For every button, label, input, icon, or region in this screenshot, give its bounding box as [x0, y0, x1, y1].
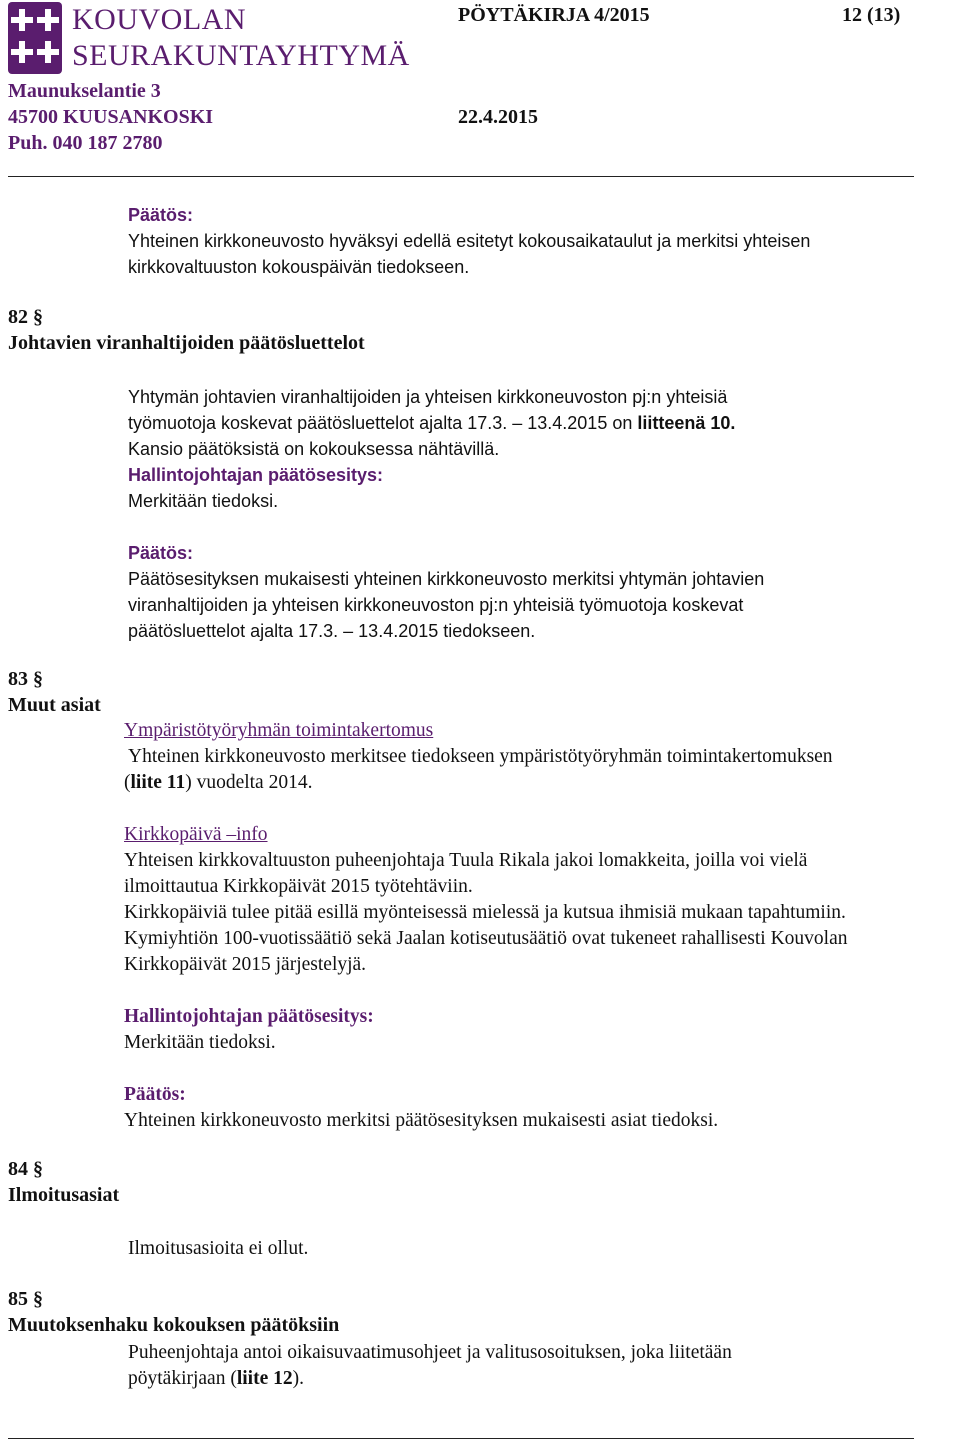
item-text-line: Yhteisen kirkkovaltuuston puheenjohtaja Tuula Rikala jakoi lomakkeita, joilla voi vielä — [124, 850, 808, 871]
proposal-label: Hallintojohtajan päätösesitys: — [128, 465, 384, 485]
page-number: 12 (13) — [842, 4, 901, 26]
header-divider — [8, 176, 914, 177]
decision-text-line: päätösluettelot ajalta 17.3. – 13.4.2015 tiedokseen. — [128, 621, 536, 641]
proposal-label: Hallintojohtajan päätösesitys: — [124, 1006, 374, 1027]
section-number: 85 — [8, 1288, 28, 1310]
section-text: Ilmoitusasioita ei ollut. — [128, 1238, 309, 1259]
item-text: ( — [124, 772, 131, 793]
decision-label: Päätös: — [124, 1084, 186, 1105]
footer-divider — [8, 1438, 914, 1439]
section-desc-text: työmuotoja koskevat päätösluettelot ajalta 17.3. – 13.4.2015 on — [128, 413, 638, 433]
cross-grid-logo-icon — [8, 2, 62, 74]
attachment-reference: liitteenä 10. — [637, 413, 736, 433]
decision-text-line: viranhaltijoiden ja yhteisen kirkkoneuvoston pj:n yhteisiä työmuotoja koskevat — [128, 595, 744, 615]
attachment-reference: liite 12 — [236, 1368, 293, 1389]
section-number: 84 — [8, 1158, 28, 1180]
item-heading-environment: Ympäristötyöryhmän toimintakertomus — [124, 720, 434, 741]
section-desc-line — [128, 410, 735, 436]
org-address: Maunukselantie 3 — [8, 80, 161, 102]
section-text: pöytäkirjaan ( — [128, 1368, 237, 1389]
decision-label: Päätös: — [128, 543, 194, 563]
section-title: Johtavien viranhaltijoiden päätösluettelot — [8, 332, 365, 354]
item-text-line: Kirkkopäiviä tulee pitää esillä myönteisessä mielessä ja kutsua ihmisiä mukaan tapahtumiin. — [124, 902, 846, 923]
decision-text-line: Yhteinen kirkkoneuvosto hyväksyi edellä esitetyt kokousaikataulut ja merkitsi yhteisen — [128, 231, 811, 251]
section-text-line: Puheenjohtaja antoi oikaisuvaatimusohjeet ja valitusosoituksen, joka liitetään — [128, 1342, 732, 1363]
section-desc-line: Kansio päätöksistä on kokouksessa nähtävillä. — [128, 439, 500, 459]
section-symbol: § — [33, 1158, 43, 1180]
decision-text-line: kirkkovaltuuston kokouspäivän tiedokseen. — [128, 257, 470, 277]
org-phone: Puh. 040 187 2780 — [8, 132, 163, 154]
section-title: Muutoksenhaku kokouksen päätöksiin — [8, 1314, 340, 1336]
doc-title: PÖYTÄKIRJA 4/2015 — [458, 4, 650, 26]
item-text-line: Kirkkopäivät 2015 järjestelyjä. — [124, 954, 367, 975]
decision-text-line: Päätösesityksen mukaisesti yhteinen kirkkoneuvosto merkitsi yhtymän johtavien — [128, 569, 765, 589]
attachment-reference: liite 11 — [130, 772, 186, 793]
item-heading-church-day: Kirkkopäivä –info — [124, 824, 268, 845]
org-name-line2: SEURAKUNTAYHTYMÄ — [72, 39, 410, 72]
item-text-line: Yhteinen kirkkoneuvosto merkitsee tiedokseen ympäristötyöryhmän toimintakertomuksen — [128, 746, 833, 767]
item-text: ) vuodelta 2014. — [185, 772, 313, 793]
section-number: 82 — [8, 306, 28, 328]
decision-text: Yhteinen kirkkoneuvosto merkitsi päätösesityksen mukaisesti asiat tiedoksi. — [124, 1110, 719, 1131]
section-title: Ilmoitusasiat — [8, 1184, 120, 1206]
org-postal: 45700 KUUSANKOSKI — [8, 106, 214, 128]
section-text-line — [128, 1366, 304, 1392]
section-number: 83 — [8, 668, 28, 690]
section-title: Muut asiat — [8, 694, 101, 716]
decision-label: Päätös: — [128, 205, 194, 225]
proposal-text: Merkitään tiedoksi. — [128, 491, 279, 511]
section-symbol: § — [33, 306, 43, 328]
item-text-line: Kymiyhtiön 100-vuotissäätiö sekä Jaalan kotiseutusäätiö ovat tukeneet rahallisesti Kouvolan — [124, 928, 848, 949]
org-name-line1: KOUVOLAN — [72, 3, 246, 36]
section-symbol: § — [33, 668, 43, 690]
proposal-text: Merkitään tiedoksi. — [124, 1032, 276, 1053]
meeting-date: 22.4.2015 — [458, 106, 538, 128]
section-symbol: § — [33, 1288, 43, 1310]
item-text-line: ilmoittautua Kirkkopäivät 2015 työtehtäviin. — [124, 876, 473, 897]
section-text: ). — [292, 1368, 304, 1389]
section-desc-line: Yhtymän johtavien viranhaltijoiden ja yhteisen kirkkoneuvoston pj:n yhteisiä — [128, 387, 728, 407]
item-text-line — [124, 770, 312, 796]
